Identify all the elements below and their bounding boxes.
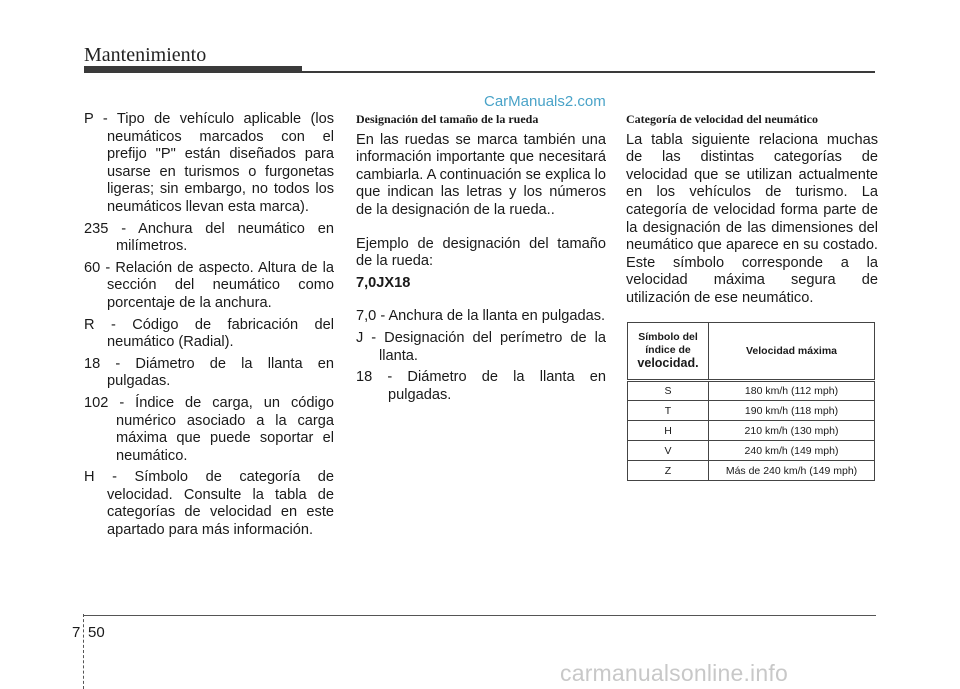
entry-wheel-diameter: 18 - Diámetro de la llanta en pulgadas. <box>356 369 606 403</box>
speed-value-cell: 240 km/h (149 mph) <box>709 441 875 461</box>
speed-symbol-cell: Z <box>628 461 709 481</box>
table-row <box>628 421 875 441</box>
table-row <box>628 441 875 461</box>
section-heading-wheel: Designación del tamaño de la rueda <box>356 112 539 126</box>
column-tire-designation <box>84 111 334 544</box>
speed-value-cell: 190 km/h (118 mph) <box>709 401 875 421</box>
entry-235: 235 - Anchura del neumático en milímetros. <box>84 220 334 255</box>
watermark-top: CarManuals2.com <box>484 93 606 110</box>
entry-r: R - Código de fabricación del neumático (Radial). <box>84 316 334 351</box>
entry-h: H - Símbolo de categoría de velocidad. Consulte la tabla de categorías de velocidad en este apartado para más información. <box>84 469 334 539</box>
header-symbol-line2: índice de <box>645 344 691 356</box>
wheel-paragraph: En las ruedas se marca también una información importante que necesitará cambiarla. A continuación se explica lo que indican las letras y los números de la designación de la rueda.. <box>356 131 606 218</box>
speed-symbol-cell: S <box>628 381 709 401</box>
entry-102: 102 - Índice de carga, un código numérico asociado a la carga máxima que puede soportar el neumático. <box>84 394 334 464</box>
header-symbol-line3: velocidad. <box>637 356 699 370</box>
table-row <box>628 401 875 421</box>
column-speed-category <box>626 111 878 324</box>
footer-rule <box>84 615 876 616</box>
entry-wheel-j: J - Designación del perímetro de la llanta. <box>356 329 606 364</box>
entry-wheel-width: 7,0 - Anchura de la llanta en pulgadas. <box>356 308 606 325</box>
chapter-number: 7 <box>72 624 81 641</box>
table-row <box>628 381 875 401</box>
header-rule-thick <box>84 66 302 73</box>
entry-60: 60 - Relación de aspecto. Altura de la sección del neumático como porcentaje de la anchura. <box>84 259 334 311</box>
section-heading-speed: Categoría de velocidad del neumático <box>626 112 818 126</box>
speed-value-cell: 180 km/h (112 mph) <box>709 381 875 401</box>
speed-rating-table <box>627 322 875 481</box>
table-header-row <box>628 323 875 381</box>
speed-paragraph: La tabla siguiente relaciona muchas de las distintas categorías de velocidad que se utilizan actualmente en los vehículos de turismo. La categoría de velocidad forma parte de la designación de las dimensiones del neumático que aparece en su costado. Este símbolo corresponde a la velocidad máxima segura de utilización de ese neumático. <box>626 131 878 306</box>
wheel-example-intro: Ejemplo de designación del tamaño de la rueda: <box>356 235 606 270</box>
speed-symbol-cell: H <box>628 421 709 441</box>
entry-p: P - Tipo de vehículo aplicable (los neumáticos marcados con el prefijo "P" están diseñados para usarse en turismos o furgonetas ligeras; sin embargo, no todos los neumáticos llevan esta marca). <box>84 111 334 215</box>
speed-symbol-cell: T <box>628 401 709 421</box>
page-number: 50 <box>88 624 105 641</box>
header-rule-thin <box>302 71 875 73</box>
column-wheel-designation <box>356 111 606 408</box>
page-header-title: Mantenimiento <box>84 44 207 66</box>
header-speed-symbol <box>628 323 709 381</box>
speed-symbol-cell: V <box>628 441 709 461</box>
table-row <box>628 461 875 481</box>
speed-value-cell: 210 km/h (130 mph) <box>709 421 875 441</box>
wheel-example-code: 7,0JX18 <box>356 274 411 291</box>
footer-divider <box>83 614 85 689</box>
speed-value-cell: Más de 240 km/h (149 mph) <box>709 461 875 481</box>
entry-18: 18 - Diámetro de la llanta en pulgadas. <box>84 355 334 390</box>
header-symbol-line1: Símbolo del <box>638 331 698 343</box>
watermark-bottom: carmanualsonline.info <box>560 660 788 686</box>
header-max-speed: Velocidad máxima <box>709 323 875 381</box>
